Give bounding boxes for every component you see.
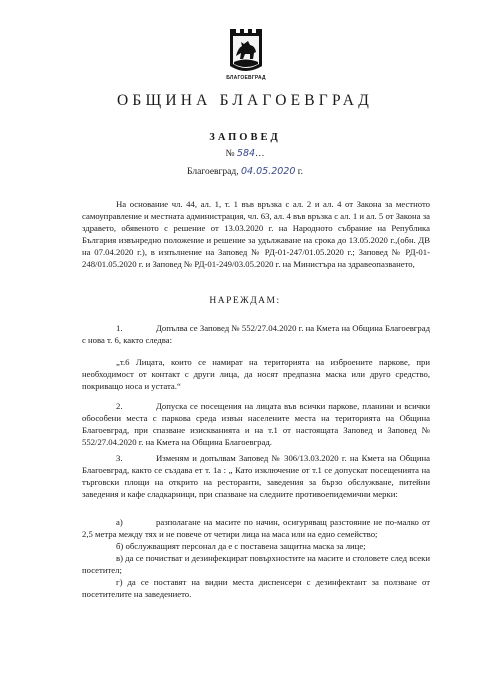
item-3-paragraph	[82, 452, 430, 500]
item-3-number: 3.	[116, 453, 123, 463]
item-2-paragraph	[82, 400, 430, 448]
document-date	[0, 166, 490, 177]
municipality-crest-icon	[228, 26, 264, 76]
order-heading: НАРЕЖДАМ:	[209, 296, 281, 306]
preamble-paragraph: На основание чл. 44, ал. 1, т. 1 във връзка с ал. 2 и ал. 4 от Закона за местното самоуправление и местната администрация, чл. 63, ал. 4 във връзка с ал. 1 и ал. 5 от Закона за здравето, обявеното с решение от 13.03.2020 г. на Народното събрание на Република България извънредно положение и решение за удължаване на срока до 13.05.2020 г.,(обн. ДВ на 07.04.2020 г.), в изпълнение на Заповед № РД-01-247/01.05.2020 г.; Заповед № РД-01-248/01.05.2020 г. и Заповед № РД-01-249/03.05.2020 г. на Министъра на здравеопазването,	[82, 199, 430, 269]
item-1-paragraph	[82, 322, 430, 346]
handwritten-date: 04.05.2020	[240, 166, 296, 177]
item-1-quote: „т.6 Лицата, които се намират на територията на изброените паркове, при необходимост от контакт с други лица, да носят предпазна маска или друго средство, покриващо носа и устата.“	[82, 357, 430, 391]
item-2-number: 2.	[116, 401, 123, 411]
number-prefix: №	[225, 149, 237, 159]
municipality-name: ОБЩИНА БЛАГОЕВГРАД	[117, 92, 373, 109]
measure-b: б) обслужващият персонал да е с поставена защитна маска за лице;	[116, 541, 366, 551]
measure-a	[82, 516, 430, 540]
item-2-text: Допуска се посещения на лицата във всички паркове, планини и всички обособени места с паркова среда извън населените места на територията на Община Благоевград, при спазване изискванията и на т.1 от настоящата Заповед и Заповед № 552/27.04.2020 г. на Кмета на Община Благоевград.	[82, 401, 430, 447]
document-title: ЗАПОВЕД	[209, 132, 281, 143]
crest-label: БЛАГОЕВГРАД	[226, 75, 266, 81]
measure-c: в) да се почистват и дезинфекцират повърхностите на масите и столовете след всеки посетител;	[82, 553, 430, 575]
number-suffix: …	[255, 149, 265, 159]
measure-a-text: разполагане на масите по начин, осигуряващ разстояние не по-малко от 2,5 метра между тях и не повече от четири лица на маса или на едно семейство;	[82, 517, 430, 539]
measure-d: г) да се поставят на видни места диспенсери с дезинфектант за ползване от посетителите на заведението.	[82, 577, 430, 599]
date-suffix: г.	[295, 167, 303, 177]
measure-a-label: а)	[116, 517, 123, 527]
date-prefix: Благоевград,	[187, 167, 241, 177]
item-1-text: Допълва се Заповед № 552/27.04.2020 г. на Кмета на Община Благоевград с нова т. 6, както следва:	[82, 323, 430, 345]
item-3-text: Изменям и допълвам Заповед № 306/13.03.2020 г. на Кмета на Община Благоевград, както се създава ет т. 1а : „ Като изключение от т.1 се допускат посещенията на търговски площи на открито на ресторанти, заведения за бързо обслужване, питейни заведения и кафе сладкарници, при спазване на следните противоепидемични мерки:	[82, 453, 430, 499]
item-1-number: 1.	[116, 323, 123, 333]
handwritten-number: 584	[236, 148, 256, 159]
document-number	[0, 148, 490, 159]
